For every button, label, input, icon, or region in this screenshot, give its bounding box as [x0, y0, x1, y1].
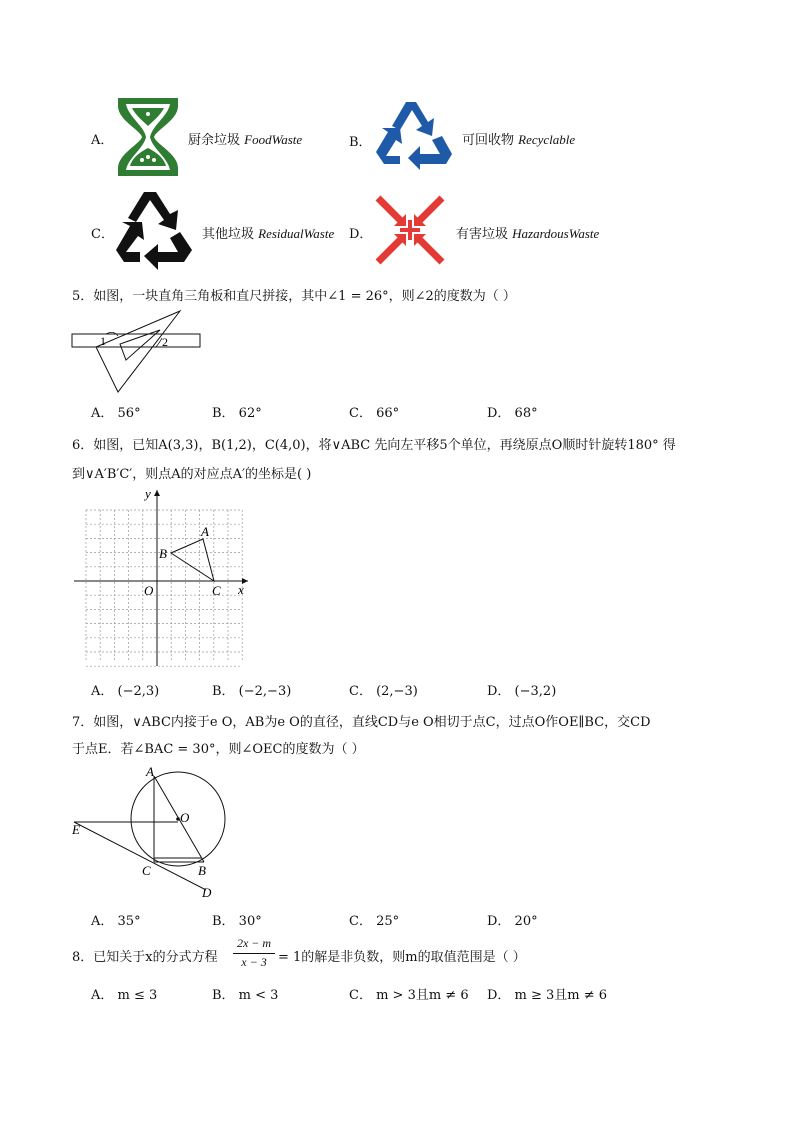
option-label-cn: 厨余垃圾 — [188, 133, 241, 148]
y-axis-label: y — [145, 486, 151, 501]
circle-tangent-figure — [66, 762, 236, 902]
option-label-cn: 可回收物 — [462, 133, 515, 148]
fraction-bar — [233, 953, 275, 954]
option-letter: D． — [349, 227, 373, 242]
option-d: D． 68° — [487, 406, 538, 421]
angle-2-label: 2 — [162, 335, 168, 349]
recycle-arrows-icon — [372, 98, 456, 174]
point-b-label: B — [198, 863, 206, 878]
hazardous-cross-arrows-icon — [374, 194, 446, 266]
point-e-label: E — [72, 822, 80, 837]
option-label-cn: 其他垃圾 — [202, 227, 255, 242]
x-axis-label: x — [238, 582, 244, 597]
option-b: B． m < 3 — [212, 988, 279, 1003]
point-b-label: B — [159, 546, 167, 561]
fraction-numerator: 2x − m — [236, 936, 272, 950]
option-letter: C． — [91, 227, 114, 242]
option-d: D． m ≥ 3且m ≠ 6 — [487, 988, 608, 1003]
option-letter: A． — [91, 133, 114, 148]
option-label-en: HazardousWaste — [512, 226, 600, 241]
question-stem-line2: 于点E．若∠BAC = 30°，则∠OEC的度数为（ ） — [72, 742, 365, 757]
question-stem-line1: 6．如图，已知A(3,3)，B(1,2)，C(4,0)，将∨ABC 先向左平移5个单位，再绕原点O顺时针旋转180° 得 — [72, 438, 676, 453]
option-d: D． (−3,2) — [487, 684, 557, 699]
option-c: C． 66° — [349, 406, 400, 421]
fraction-denominator: x − 3 — [241, 955, 267, 969]
question-stem-before: 8．已知关于x的分式方程 — [72, 950, 218, 965]
origin-label: O — [144, 583, 154, 598]
point-o-label: O — [180, 810, 190, 825]
option-a: A． 35° — [91, 914, 141, 929]
option-b: B． 62° — [212, 406, 262, 421]
option-label-en: Recyclable — [518, 132, 576, 147]
angle-1-label: 1 — [100, 334, 106, 348]
point-d-label: D — [202, 885, 212, 900]
option-a: A． (−2,3) — [91, 684, 160, 699]
point-c-label: C — [142, 863, 151, 878]
coordinate-grid-figure — [70, 484, 250, 670]
option-b: B． 30° — [212, 914, 262, 929]
option-d: D． 20° — [487, 914, 538, 929]
question-stem-line1: 7．如图，∨ABC内接于e O，AB为e O的直径，直线CD与e O相切于点C，过点O作OE∥BC，交CD — [72, 715, 651, 730]
option-c: C． 25° — [349, 914, 400, 929]
option-a: A． 56° — [91, 406, 141, 421]
ruler-triangle-figure — [70, 308, 210, 394]
option-letter: B． — [349, 135, 372, 150]
residual-waste-arrows-icon — [114, 188, 194, 272]
question-stem-after: = 1的解是非负数，则m的取值范围是（ ） — [278, 950, 526, 965]
food-waste-hourglass-icon — [116, 96, 180, 178]
option-b: B． (−2,−3) — [212, 684, 292, 699]
point-a-label: A — [201, 524, 209, 539]
option-label-en: FoodWaste — [244, 132, 303, 147]
option-label-en: ResidualWaste — [258, 226, 335, 241]
question-stem-line2: 到∨A′B′C′，则点A的对应点A′的坐标是( ) — [72, 467, 312, 482]
point-a-label: A — [146, 764, 154, 779]
option-a: A． m ≤ 3 — [91, 988, 158, 1003]
option-c: C． (2,−3) — [349, 684, 418, 699]
point-c-label: C — [212, 583, 221, 598]
option-c: C． m > 3且m ≠ 6 — [349, 988, 469, 1003]
option-label-cn: 有害垃圾 — [456, 227, 509, 242]
question-stem: 5．如图，一块直角三角板和直尺拼接，其中∠1 = 26°，则∠2的度数为（ ） — [72, 289, 516, 304]
